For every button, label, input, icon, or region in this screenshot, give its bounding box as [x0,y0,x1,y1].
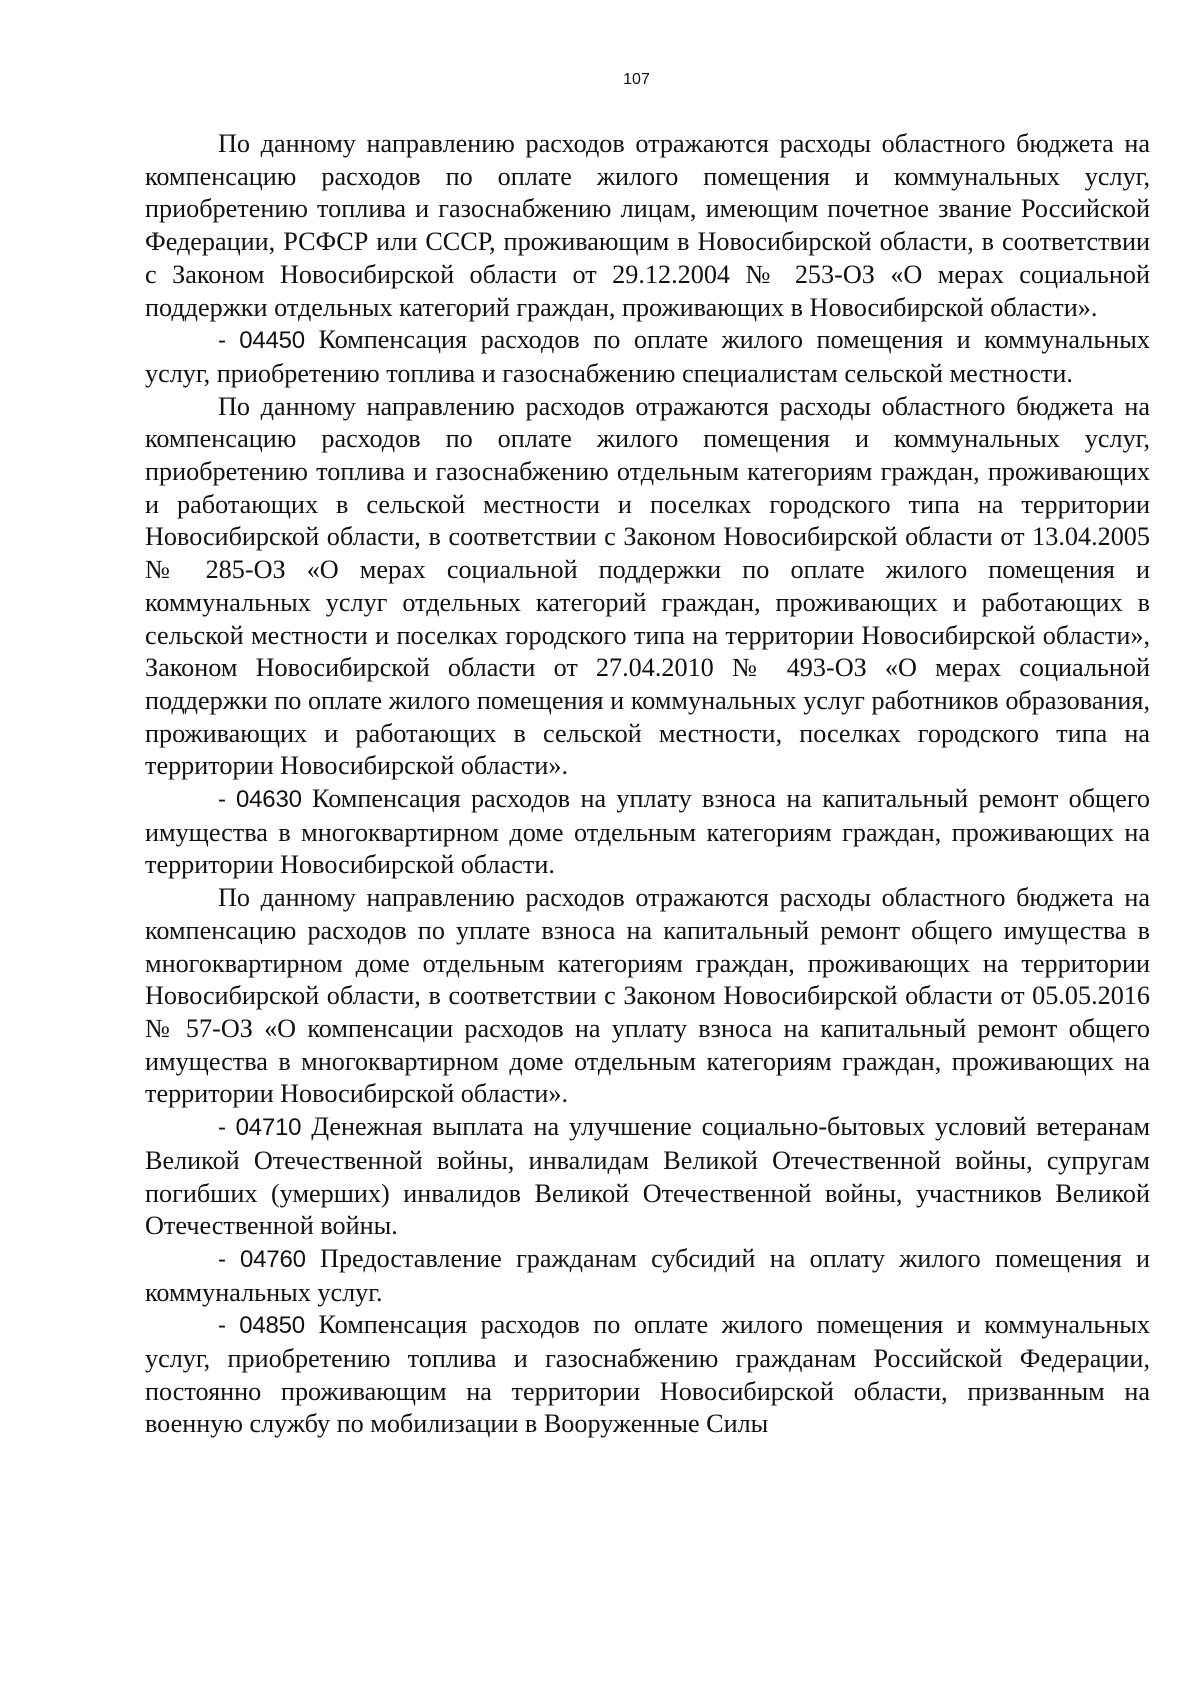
paragraph-3 [145,391,1150,783]
item-code: - 04450 [218,327,305,355]
paragraph-text: По данному направлению расходов отражаются расходы областного бюджета на компенсацию расходов по уплате взноса на капитальный ремонт общего имущества в многоквартирном доме отдельным категориям граждан, проживающих на территории Новосибирской области, в соответствии с Законом Новосибирской области от 05.05.2016 № 57-ОЗ «О компенсации расходов на уплату взноса на капитальный ремонт общего имущества в многоквартирном доме отдельным категориям граждан, проживающих на территории Новосибирской области». [145,883,1150,1109]
paragraph-text: По данному направлению расходов отражаются расходы областного бюджета на компенсацию расходов по оплате жилого помещения и коммунальных услуг, приобретению топлива и газоснабжению лицам, имеющим почетное звание Российской Федерации, РСФСР или СССР, проживающим в Новосибирской области, в соответствии с Законом Новосибирской области от 29.12.2004 № 253-ОЗ «О мерах социальной поддержки отдельных категорий граждан, проживающих в Новосибирской области». [145,129,1150,322]
item-text: Компенсация расходов по оплате жилого помещения и коммунальных услуг, приобретению топлива и газоснабжению специалистам сельской местности. [145,325,1150,388]
paragraph-text: По данному направлению расходов отражаются расходы областного бюджета на компенсацию расходов по оплате жилого помещения и коммунальных услуг, приобретению топлива и газоснабжению отдельным категориям граждан, проживающих и работающих в сельской местности и поселках городского типа на территории Новосибирской области, в соответствии с Законом Новосибирской области от 13.04.2005 № 285-ОЗ «О мерах социальной поддержки по оплате жилого помещения и коммунальных услуг отдельных категорий граждан, проживающих и работающих в сельской местности и поселках городского типа на территории Новосибирской области», Законом Новосибирской области от 27.04.2010 № 493-ОЗ «О мерах социальной поддержки по оплате жилого помещения и коммунальных услуг работников образования, проживающих и работающих в сельской местности, поселках городского типа на территории Новосибирской области». [145,391,1150,781]
paragraph-7-item-04760 [145,1243,1150,1309]
paragraph-8-item-04850 [145,1309,1150,1441]
item-text: Денежная выплата на улучшение социально-бытовых условий ветеранам Великой Отечественной войны, инвалидам Великой Отечественной войны, супругам погибших (умерших) инвалидов Великой Отечественной войны, участников Великой Отечественной войны. [145,1112,1151,1241]
item-text: Компенсация расходов на уплату взноса на капитальный ремонт общего имущества в многоквартирном доме отдельным категориям граждан, проживающих на территории Новосибирской области. [145,784,1150,880]
paragraph-6-item-04710 [145,1111,1150,1243]
paragraph-4-item-04630 [145,783,1150,882]
item-code: - 04630 [218,786,302,814]
page-number: 107 [623,71,650,88]
paragraph-1 [145,128,1150,324]
item-text: Компенсация расходов по оплате жилого помещения и коммунальных услуг, приобретению топлива и газоснабжению гражданам Российской Федерации, постоянно проживающим на территории Новосибирской области, призванным на военную службу по мобилизации в Вооруженные Силы [145,1310,1150,1439]
item-text: Предоставление гражданам субсидий на оплату жилого помещения и коммунальных услуг. [145,1243,1150,1307]
document-page [145,70,1150,1441]
paragraph-5 [145,882,1150,1111]
paragraph-2-item-04450 [145,324,1150,390]
item-code: - 04760 [218,1245,306,1273]
item-code: - 04710 [218,1114,302,1142]
item-code: - 04850 [218,1312,305,1340]
